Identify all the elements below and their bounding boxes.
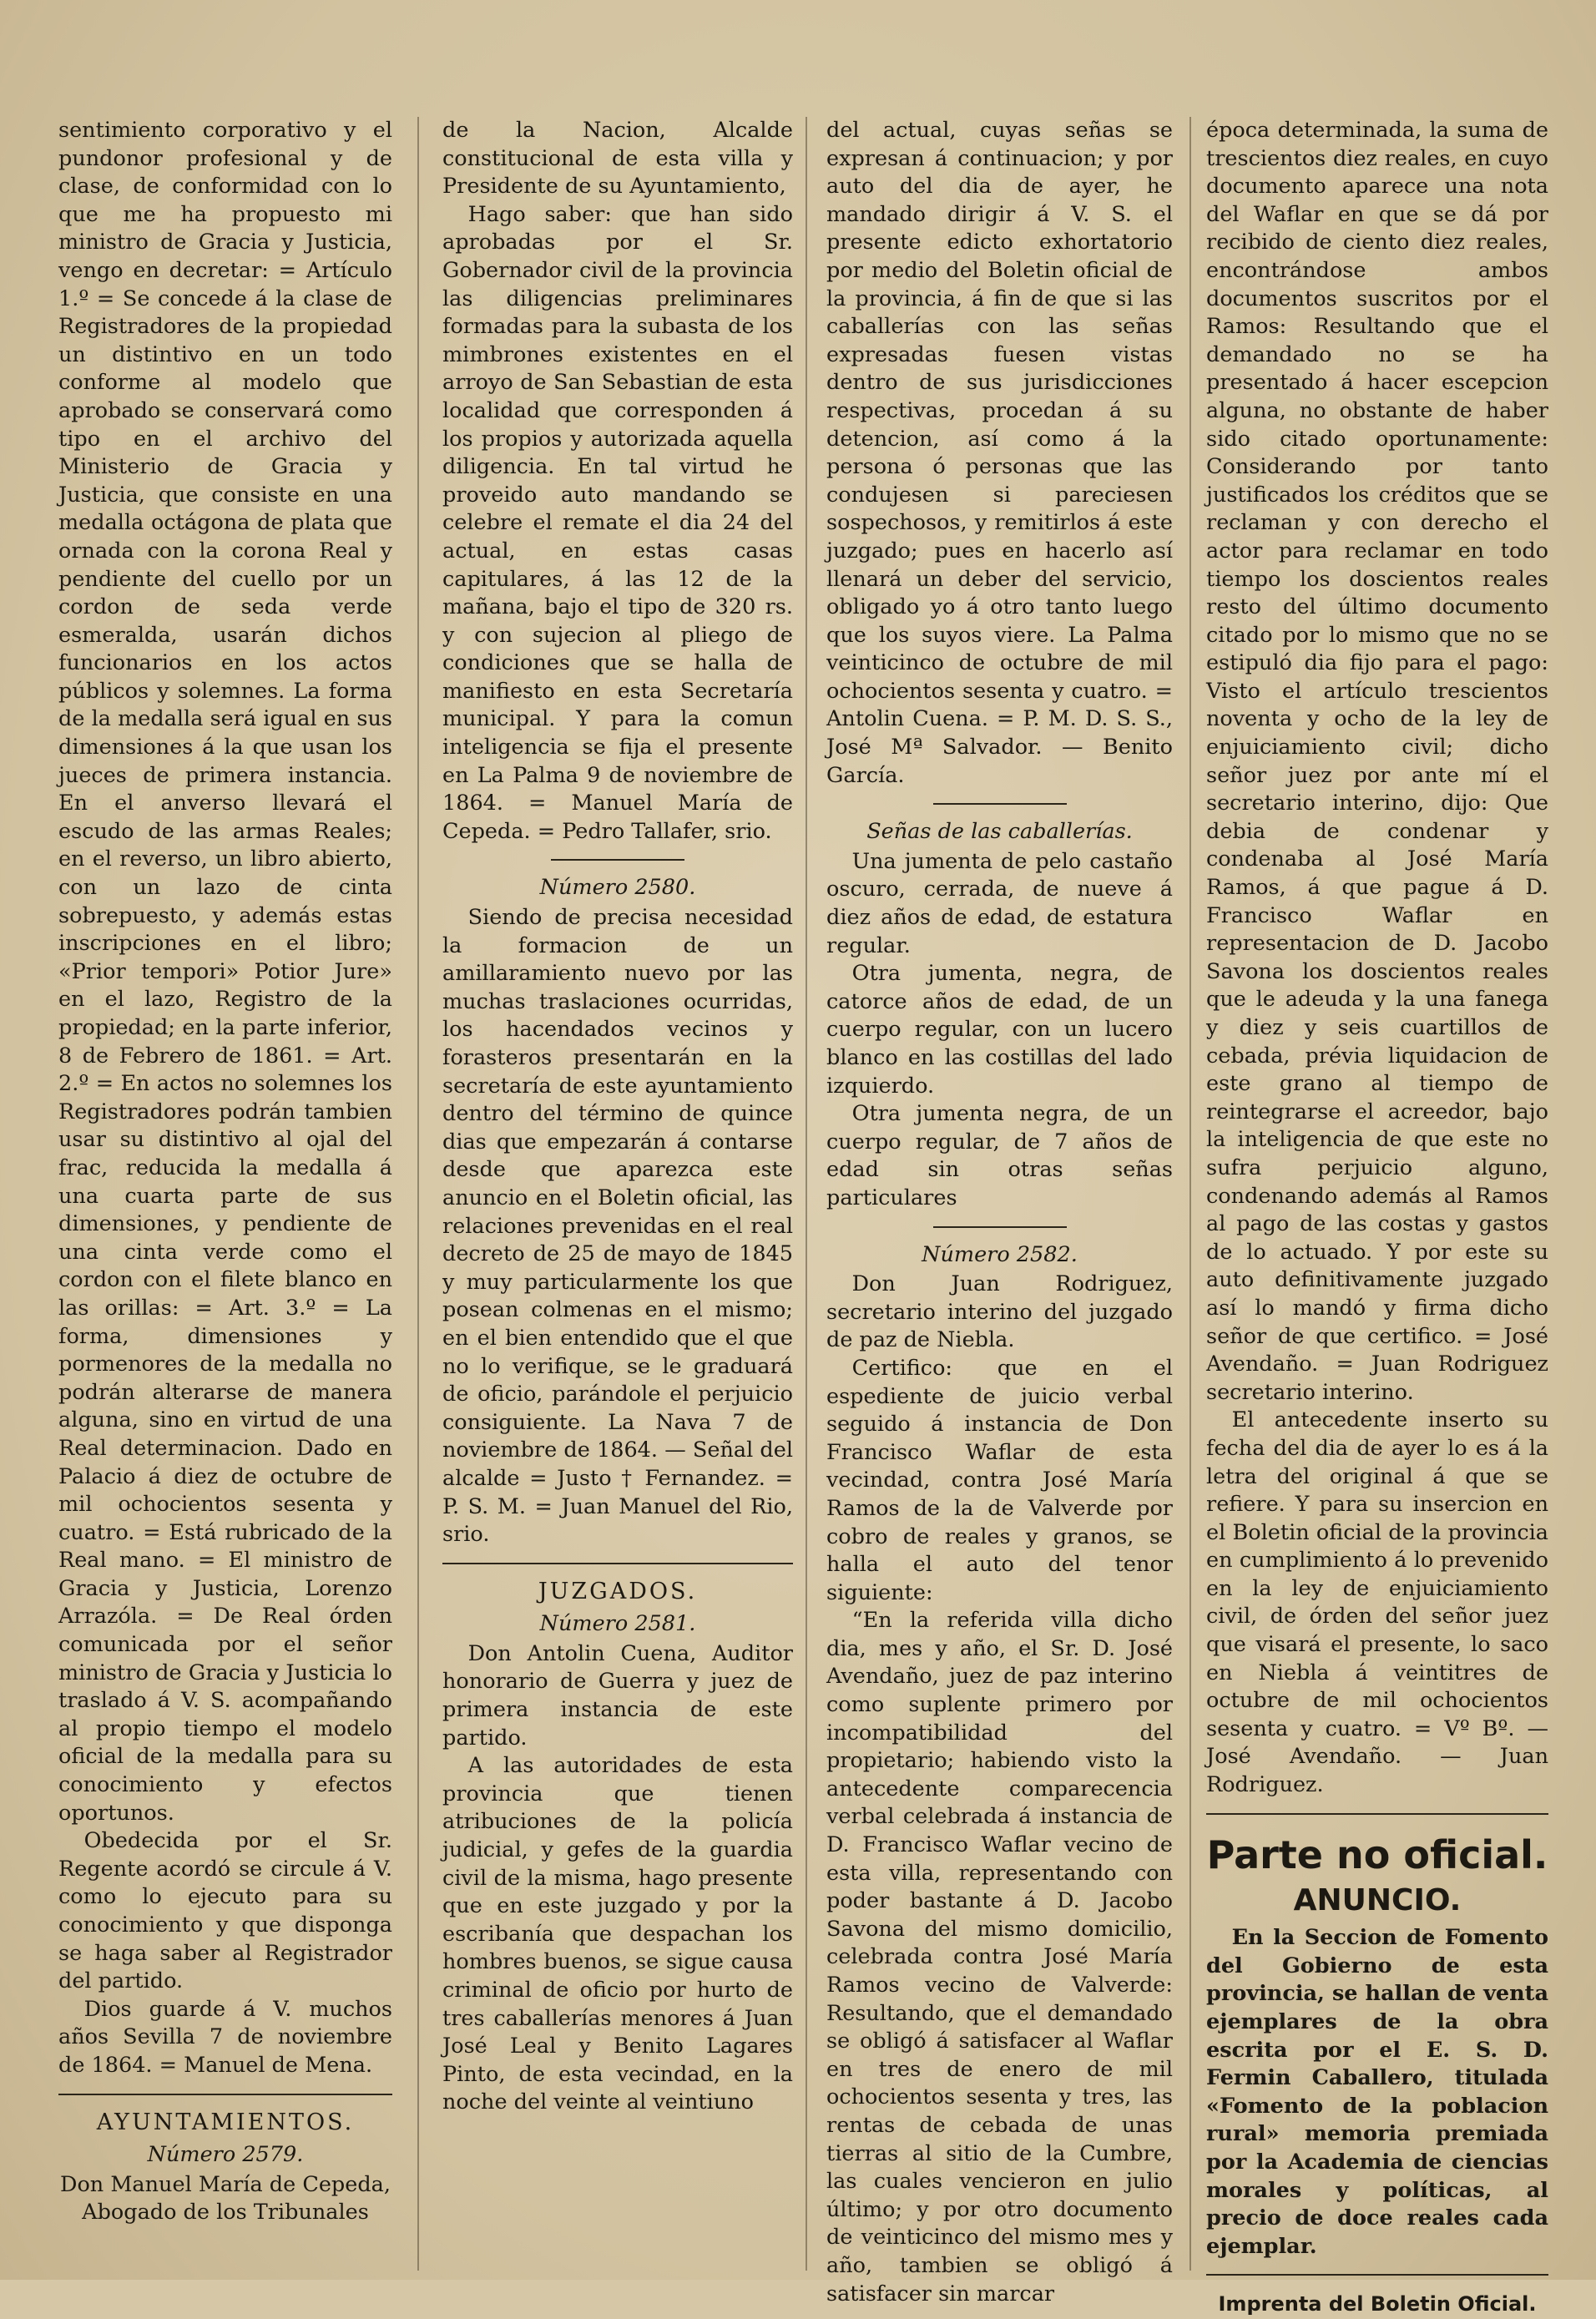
- column-divider: [417, 117, 419, 2271]
- column-4: [1206, 117, 1548, 2316]
- paragraph: de la Nacion, Alcalde constitucional de esta villa y Presidente de su Ayuntamiento,: [442, 118, 793, 200]
- column-divider: [1189, 117, 1191, 2271]
- paragraph: El antecedente inserto su fecha del dia de ayer lo es á la letra del original á que se refiere. Y para su insercion en el Boletin oficial de la provincia en cumplimiento á lo prevenido en la ley de enjuiciamiento civil, de órden del señor juez que visará el presente, lo saco en Niebla á veintitres de octubre de mil ochocientos sesenta y cuatro. = Vº Bº. — José Avendaño. — Juan Rodriguez.: [1206, 1407, 1548, 1798]
- paragraph: época determinada, la suma de trescientos diez reales, en cuyo documento aparece una nota del Waflar en que se dá por recibido de ciento diez reales, encontrándose ambos documentos suscritos por el Ramos: Resultando que el demandado no se ha presentado á hacer escepcion alguna, no obstante de haber sido citado oportunamente: Considerando por tanto justificados los créditos que se reclaman y con derecho el actor para reclamar en todo tiempo los doscientos reales resto del último documento citado por lo mismo que no se estipuló dia fijo para el pago: Visto el artículo trescientos noventa y ocho de la ley de enjuiciamiento civil; dicho señor juez por ante mí el secretario interino, dijo: Que debia de condenar y condenaba al José María Ramos, á que pague á D. Francisco Waflar en representacion de D. Jacobo Savona los doscientos reales que le adeuda y la una fanega y diez y seis cuartillos de cebada, prévia liquidacion de este grano al tiempo de reintegrarse el acreedor, bajo la inteligencia de que este no sufra perjuicio alguno, condenando además al Ramos al pago de las costas y gastos de lo actuado. Y por este su auto definitivamente juzgado así lo mandó y firma dicho señor de que certifico. = José Avendaño. = Juan Rodriguez secretario interino.: [1206, 118, 1548, 1405]
- paragraph: Don Manuel María de Cepeda, Abogado de los Tribunales: [60, 2171, 391, 2226]
- paragraph: Hago saber: que han sido aprobadas por el Sr. Gobernador civil de la provincia las diligencias preliminares formadas para la subasta de los mimbrones existentes en el arroyo de San Sebastian de esta localidad que corresponden á los propios y autorizada aquella diligencia. En tal virtud he proveido auto mandando se celebre el remate el dia 24 del actual, en estas casas capitulares, á las 12 de la mañana, bajo el tipo de 320 rs. y con sujecion al pliego de condiciones que se halla de manifiesto en esta Secretaría municipal. Y para la comun inteligencia se fija el presente en La Palma 9 de noviembre de 1864. = Manuel María de Cepeda. = Pedro Tallafer, srio.: [442, 201, 793, 844]
- divider: [933, 803, 1067, 805]
- paragraph: Don Juan Rodriguez, secretario interino del juzgado de paz de Niebla.: [826, 1271, 1173, 1353]
- divider: [551, 859, 684, 861]
- paragraph: Otra jumenta, negra, de catorce años de edad, de un cuerpo regular, con un lucero blanco en las costillas del lado izquierdo.: [826, 961, 1173, 1099]
- paragraph: Siendo de precisa necesidad la formacion de un amillaramiento nuevo por las muchas traslaciones ocurridas, los hacendados vecinos y forasteros presentarán en la secretaría de este ayuntamiento dentro del término de quince dias que empezarán á contarse desde que aparezca este anuncio en el Boletin oficial, las relaciones prevenidas en el real decreto de 25 de mayo de 1845 y muy particularmente los que posean colmenas en el mismo; en el bien entendido que el que no lo verifique, se le graduará de oficio, parándole el perjuicio consiguiente. La Nava 7 de noviembre de 1864. — Señal del alcalde = Justo † Fernandez. = P. S. M. = Juan Manuel del Rio, srio.: [442, 905, 793, 1548]
- divider: [442, 1563, 793, 1564]
- paragraph: Certifico: que en el espediente de juicio verbal seguido á instancia de Don Francisco Waflar de esta vecindad, contra José María Ramos de la de Valverde por cobro de reales y granos, se halla el auto del tenor siguiente:: [826, 1355, 1173, 1605]
- decree-text: sentimiento corporativo y el pundonor profesional y de clase, de conformidad con lo que me ha propuesto mi ministro de Gracia y Justicia, vengo en decretar: = Artículo 1.º = Se concede á la clase de Registradores de la propiedad un distintivo en un todo conforme al modelo que aprobado se conservará como tipo en el archivo del Ministerio de Gracia y Justicia, que consiste en una medalla octágona de plata que ornada con la corona Real y pendiente del cuello por un cordon de seda verde esmeralda, usarán dichos funcionarios en los actos públicos y solemnes. La forma de la medalla será igual en sus dimensiones á la que usan los jueces de primera instancia. En el anverso llevará el escudo de las armas Reales; en el reverso, un libro abierto, con un lazo de cinta sobrepuesto, y además estas inscripciones en el libro; «Prior tempori» Potior Jure» en el lazo, Registro de la propiedad; en la parte inferior, 8 de Febrero de 1861. = Art. 2.º = En actos no solemnes los Registradores podrán tambien usar su distintivo al ojal del frac, reducida la medalla á una cuarta parte de sus dimensiones, y pendiente de una cinta verde como el cordon con el filete blanco en las orillas: = Art. 3.º = La forma, dimensiones y pormenores de la medalla no podrán alterarse de manera alguna, sino en virtud de una Real determinacion. Dado en Palacio á diez de octubre de mil ochocientos sesenta y cuatro. = Está rubricado de la Real mano. = El ministro de Gracia y Justicia, Lorenzo Arrazóla. = De Real órden comunicada por el señor ministro de Gracia y Justicia lo traslado á V. S. acompañando al propio tiempo el modelo oficial de la medalla para su conocimiento y efectos oportunos.: [58, 118, 392, 1826]
- paragraph: Una jumenta de pelo castaño oscuro, cerrada, de nueve á diez años de edad, de estatura regular.: [826, 848, 1173, 958]
- divider: [58, 2094, 392, 2095]
- notice-number: Número 2580.: [539, 875, 696, 901]
- paragraph: Don Antolin Cuena, Auditor honorario de Guerra y juez de primera instancia de este partido.: [442, 1640, 793, 1751]
- divider: [933, 1226, 1067, 1228]
- paragraph: Otra jumenta negra, de un cuerpo regular, de 7 años de edad sin otras señas particulares: [826, 1101, 1173, 1210]
- column-3: [826, 117, 1173, 2306]
- paragraph: Obedecida por el Sr. Regente acordó se circule á V. como lo ejecuto para su conocimiento y que disponga se haga saber al Registrador del partido.: [58, 1828, 392, 1994]
- announcement-text: En la Seccion de Fomento del Gobierno de esta provincia, se hallan de venta ejemplares de la obra escrita por el E. S. D. Fermin Caballero, titulada «Fomento de la poblacion rural» memoria premiada por la Academia de ciencias morales y políticas, al precio de doce reales cada ejemplar.: [1206, 1925, 1548, 2259]
- column-2: [442, 117, 793, 2271]
- section-heading-juzgados: JUZGADOS.: [538, 1578, 698, 1604]
- paragraph: del actual, cuyas señas se expresan á continuacion; y por auto del dia de ayer, he mandado dirigir á V. S. el presente edicto exhortatorio por medio del Boletin oficial de la provincia, á fin de que si las caballerías con las señas expresadas fuesen vistas dentro de sus jurisdicciones respectivas, procedan á su detencion, así como á la persona ó personas que las condujesen si pareciesen sospechosos, y remitirlos á este juzgado; pues en hacerlo así llenará un deber del servicio, obligado yo á otro tanto luego que los suyos viere. La Palma veinticinco de octubre de mil ochocientos sesenta y cuatro. = Antolin Cuena. = P. M. D. S. S., José Mª Salvador. — Benito García.: [826, 118, 1173, 788]
- section-heading-parte-no-oficial: Parte no oficial.: [1206, 1831, 1548, 1877]
- printer-imprint: Imprenta del Boletin Oficial.: [1218, 2292, 1537, 2316]
- subheading-senas: Señas de las caballerías.: [866, 819, 1133, 845]
- divider: [1206, 2274, 1548, 2276]
- paragraph: Dios guarde á V. muchos años Sevilla 7 de noviembre de 1864. = Manuel de Mena.: [58, 1996, 392, 2078]
- notice-number: Número 2581.: [539, 1611, 696, 1637]
- notice-number: Número 2582.: [922, 1241, 1078, 1267]
- divider: [1206, 1813, 1548, 1815]
- column-1: [58, 117, 392, 2271]
- section-heading-ayuntamientos: AYUNTAMIENTOS.: [96, 2109, 355, 2135]
- heading-anuncio: ANUNCIO.: [1293, 1882, 1462, 1917]
- notice-number: Número 2579.: [147, 2142, 304, 2168]
- paragraph: “En la referida villa dicho dia, mes y año, el Sr. D. José Avendaño, juez de paz interino como suplente primero por incompatibilidad del propietario; habiendo visto la antecedente comparecencia verbal celebrada á instancia de D. Francisco Waflar vecino de esta villa, representando con poder bastante á D. Jacobo Savona del mismo domicilio, celebrada contra José María Ramos vecino de Valverde: Resultando, que el demandado se obligó á satisfacer al Waflar en tres de enero de mil ochocientos sesenta y tres, las rentas de cebada de unas tierras al sitio de la Cumbre, las cuales vencieron en julio último; y por otro documento de veinticinco del mismo mes y año, tambien se obligó á satisfacer sin marcar: [826, 1608, 1173, 2306]
- paragraph: A las autoridades de esta provincia que tienen atribuciones de la policía judicial, y gefes de la guardia civil de la misma, hago presente que en este juzgado y por la escribanía que despachan los hombres buenos, se sigue causa criminal de oficio por hurto de tres caballerías menores á Juan José Leal y Benito Lagares Pinto, de esta vecindad, en la noche del veinte al veintiuno: [442, 1753, 793, 2115]
- column-divider: [806, 117, 807, 2271]
